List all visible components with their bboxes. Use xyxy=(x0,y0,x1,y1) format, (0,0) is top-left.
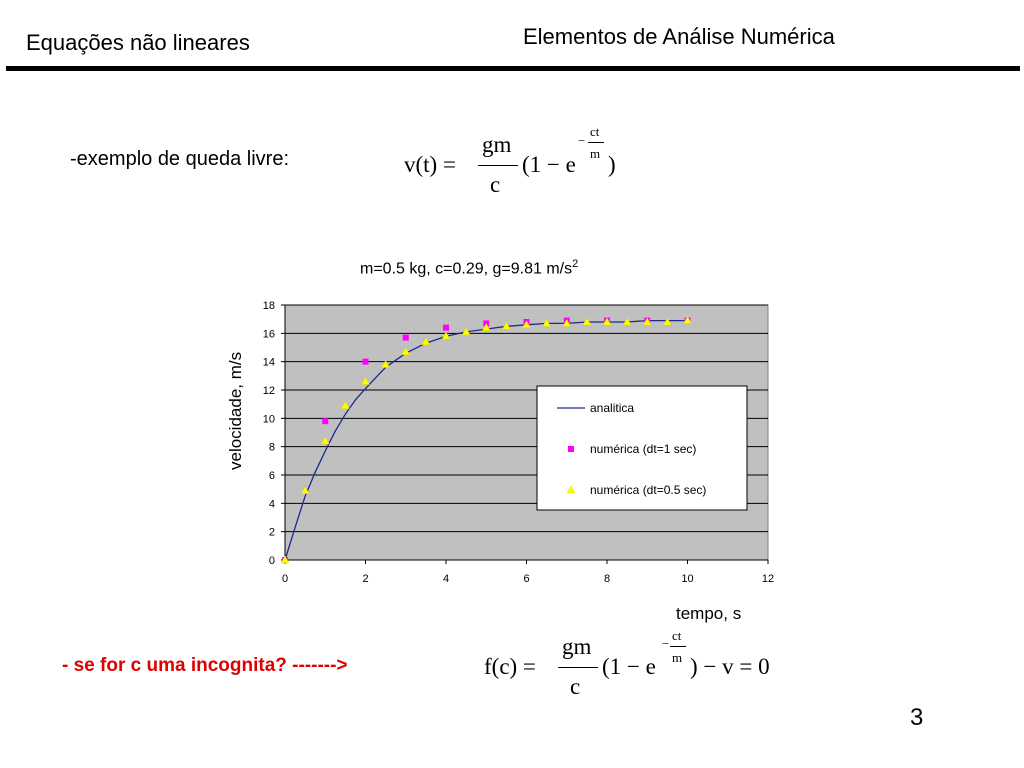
page-number: 3 xyxy=(910,704,924,731)
eq2-paren-close: ) − v = 0 xyxy=(690,654,770,679)
x-tick-label: 6 xyxy=(523,573,530,585)
legend-label: numérica (dt=0.5 sec) xyxy=(590,483,707,497)
y-tick-label: 12 xyxy=(262,385,275,397)
header-divider xyxy=(6,66,1020,71)
x-tick-label: 0 xyxy=(281,573,289,585)
y-tick-label: 0 xyxy=(268,555,275,567)
intro-text: -exemplo de queda livre: xyxy=(70,148,290,170)
eq1-numerator: gm xyxy=(482,132,512,157)
eq2-lhs: f(c) = xyxy=(484,654,536,679)
eq2-exp-sign: − xyxy=(662,636,670,651)
x-tick-label: 10 xyxy=(681,573,694,585)
eq2-exp-bar xyxy=(670,646,686,647)
eq2-fraction-bar xyxy=(558,667,598,668)
eq2-paren-open: (1 − e xyxy=(602,654,656,679)
eq2-denominator: c xyxy=(570,674,581,699)
legend-swatch-square xyxy=(568,446,574,452)
eq1-exp-sign: − xyxy=(578,133,586,148)
eq1-paren-close: ) xyxy=(608,152,616,177)
x-tick-label: 2 xyxy=(362,573,369,585)
y-axis-label: velocidade, m/s xyxy=(226,351,245,470)
eq1-paren-open: (1 − e xyxy=(522,152,576,177)
legend-label: numérica (dt=1 sec) xyxy=(590,442,697,456)
point-dt1 xyxy=(443,325,449,331)
x-tick-label: 4 xyxy=(442,573,450,585)
x-tick-label: 8 xyxy=(603,573,611,585)
chart-title: m=0.5 kg, c=0.29, g=9.81 $m/s^2$ xyxy=(360,258,579,278)
eq2-exp-numerator: ct xyxy=(672,628,682,643)
y-tick-label: 18 xyxy=(262,300,275,312)
y-tick-label: 2 xyxy=(268,526,275,539)
y-tick-label: 8 xyxy=(268,441,275,454)
eq1-lhs: v(t) = xyxy=(404,152,456,177)
eq2-exp-denominator: m xyxy=(672,650,683,665)
eq1-denominator: c xyxy=(490,172,501,197)
legend-label: analitica xyxy=(590,401,635,415)
eq1-exp-bar xyxy=(588,142,604,143)
section-title: Equações não lineares xyxy=(26,30,250,55)
eq1-exp-denominator: m xyxy=(590,146,601,161)
point-dt1 xyxy=(403,335,409,341)
y-tick-label: 6 xyxy=(268,470,275,482)
course-title: Elementos de Análise Numérica xyxy=(523,24,835,49)
eq1-exp-numerator: ct xyxy=(590,124,600,139)
x-tick-label: 12 xyxy=(761,573,775,585)
x-axis-label: tempo, s xyxy=(676,604,742,623)
y-tick-label: 10 xyxy=(262,413,275,426)
y-tick-label: 14 xyxy=(262,356,275,369)
eq1-fraction-bar xyxy=(478,165,518,166)
question-text: - se for c uma incognita? -------> xyxy=(62,655,348,676)
y-tick-label: 4 xyxy=(268,498,275,511)
eq2-numerator: gm xyxy=(562,634,592,659)
velocity-chart xyxy=(220,290,780,600)
y-tick-label: 16 xyxy=(262,328,275,341)
point-dt1 xyxy=(322,418,328,424)
point-dt1 xyxy=(363,359,369,365)
